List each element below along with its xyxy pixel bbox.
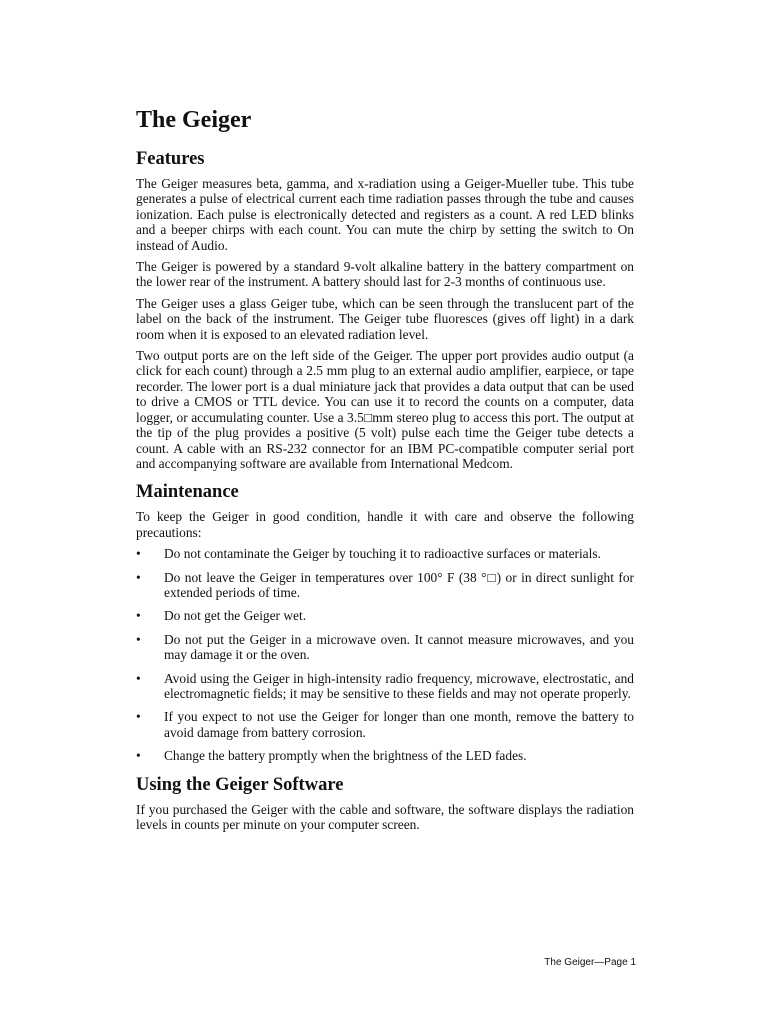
- list-item-text: Change the battery promptly when the brightness of the LED fades.: [164, 748, 527, 764]
- maintenance-intro: To keep the Geiger in good condition, handle it with care and observe the following precautions:: [136, 509, 634, 540]
- bullet-icon: •: [136, 569, 141, 585]
- list-item-text: Do not put the Geiger in a microwave oven. It cannot measure microwaves, and you may damage it or the oven.: [164, 631, 634, 663]
- list-item: [136, 570, 634, 601]
- software-section: [136, 774, 634, 833]
- list-item: [136, 748, 634, 763]
- maintenance-section: [136, 481, 634, 763]
- list-item: [136, 546, 634, 561]
- list-item: [136, 671, 634, 702]
- bullet-icon: •: [136, 631, 141, 647]
- bullet-icon: •: [136, 670, 141, 686]
- list-item: [136, 608, 634, 623]
- features-paragraph-4: Two output ports are on the left side of the Geiger. The upper port provides audio output (a click for each count) through a 2.5 mm plug to an external audio amplifier, earpiece, or tape recorder. The lower port is a dual miniature jack that provides a data output that can be used to drive a CMOS or TTL device. You can use it to record the counts on a computer, data logger, or accumulating counter. Use a 3.5□mm stereo plug to access this port. The output at the tip of the plug provides a positive (5 volt) pulse each time the Geiger tube detects a count. A cable with an RS-232 connector for an IBM PC-compatible computer serial port and accompanying software are available from International Medcom.: [136, 348, 634, 471]
- features-paragraph-3: The Geiger uses a glass Geiger tube, which can be seen through the translucent part of the label on the back of the instrument. The Geiger tube fluoresces (gives off light) in a dark room when it is exposed to an elevated radiation level.: [136, 295, 634, 342]
- software-paragraph: If you purchased the Geiger with the cable and software, the software displays the radiation levels in counts per minute on your computer screen.: [136, 801, 634, 832]
- software-heading: Using the Geiger Software: [136, 774, 344, 795]
- list-item: [136, 709, 634, 740]
- list-item-text: Do not get the Geiger wet.: [164, 608, 307, 624]
- bullet-icon: •: [136, 709, 141, 725]
- bullet-icon: •: [136, 608, 141, 624]
- page-title: The Geiger: [136, 107, 252, 133]
- page-content: [136, 106, 634, 838]
- precautions-list: [136, 546, 634, 763]
- features-paragraph-1: The Geiger measures beta, gamma, and x-radiation using a Geiger-Mueller tube. This tube generates a pulse of electrical current each time radiation passes through the tube and causes ionization. Each pulse is electronically detected and registers as a count. A red LED blinks and a beeper chirps with each count. You can mute the chirp by setting the switch to On instead of Audio.: [136, 176, 634, 253]
- features-heading: Features: [136, 149, 205, 169]
- list-item-text: Avoid using the Geiger in high-intensity radio frequency, microwave, electrostatic, and electromagnetic fields; it may be sensitive to these fields and may not operate properly.: [164, 670, 634, 701]
- bullet-icon: •: [136, 546, 141, 562]
- list-item: [136, 632, 634, 663]
- features-paragraph-2: The Geiger is powered by a standard 9-volt alkaline battery in the battery compartment on the lower rear of the instrument. A battery should last for 2-3 months of continuous use.: [136, 259, 634, 290]
- features-section: [136, 148, 634, 471]
- list-item-text: If you expect to not use the Geiger for longer than one month, remove the battery to avoid damage from battery corrosion.: [164, 709, 634, 740]
- page-footer: The Geiger—Page 1: [544, 957, 636, 968]
- maintenance-heading: Maintenance: [136, 482, 239, 503]
- bullet-icon: •: [136, 748, 141, 764]
- list-item-text: Do not leave the Geiger in temperatures over 100° F (38 °□) or in direct sunlight for extended periods of time.: [164, 569, 634, 600]
- list-item-text: Do not contaminate the Geiger by touching it to radioactive surfaces or materials.: [164, 546, 601, 562]
